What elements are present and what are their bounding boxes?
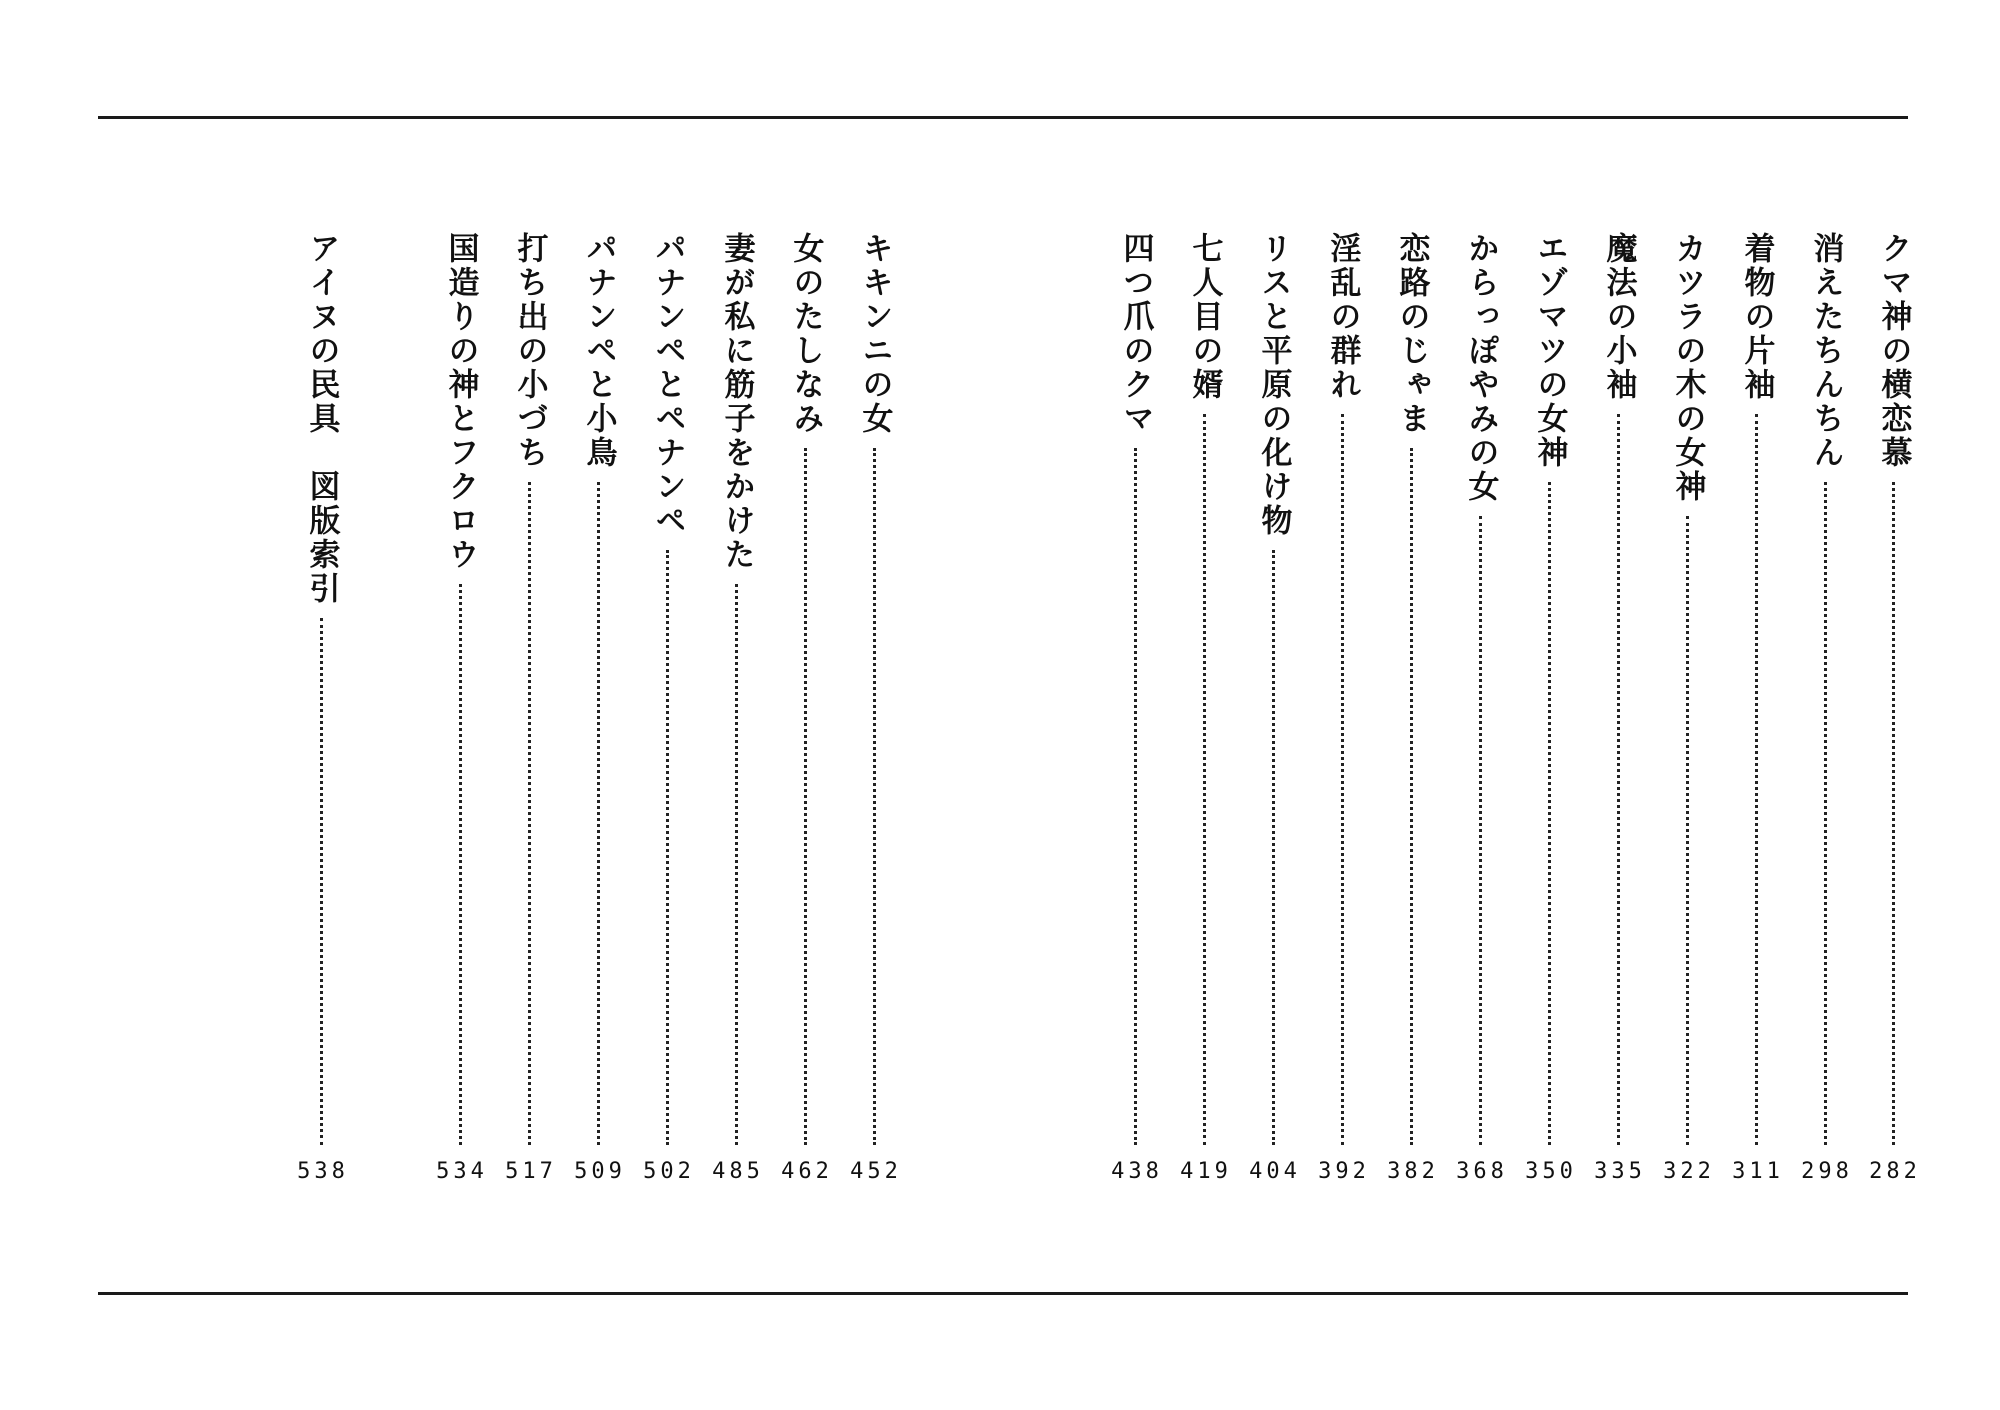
entry-page: 534 bbox=[436, 1159, 488, 1184]
toc-entry[interactable] bbox=[850, 232, 902, 1184]
entry-page: 322 bbox=[1663, 1159, 1715, 1184]
entry-title: 消えたちんちん bbox=[1807, 232, 1844, 470]
leader-dots bbox=[804, 448, 807, 1145]
toc-entry[interactable] bbox=[505, 232, 557, 1184]
entry-title: 魔法の小袖 bbox=[1600, 232, 1637, 402]
entry-page: 419 bbox=[1180, 1159, 1232, 1184]
entry-title: 七人目の婿 bbox=[1186, 232, 1223, 402]
leader-dots bbox=[1410, 448, 1413, 1145]
toc-entry[interactable] bbox=[1180, 232, 1232, 1184]
entry-page: 517 bbox=[505, 1159, 557, 1184]
entry-page: 485 bbox=[712, 1159, 764, 1184]
toc-entry[interactable] bbox=[1318, 232, 1370, 1184]
entry-page: 538 bbox=[297, 1159, 349, 1184]
toc-entry[interactable] bbox=[1869, 232, 1921, 1184]
leader-dots bbox=[1203, 414, 1206, 1145]
toc-entry[interactable] bbox=[1525, 232, 1577, 1184]
entry-title: エゾマツの女神 bbox=[1531, 232, 1568, 470]
toc-entry[interactable] bbox=[1663, 232, 1715, 1184]
entry-title: 妻が私に筋子をかけた bbox=[718, 232, 755, 572]
entry-title: 淫乱の群れ bbox=[1324, 232, 1361, 402]
leader-dots bbox=[1272, 550, 1275, 1145]
entry-page: 350 bbox=[1525, 1159, 1577, 1184]
leader-dots bbox=[459, 584, 462, 1145]
entry-title: 着物の片袖 bbox=[1738, 232, 1775, 402]
leader-dots bbox=[1134, 448, 1137, 1145]
entry-title: 打ち出の小づち bbox=[511, 232, 548, 470]
entry-title: 恋路のじゃま bbox=[1393, 232, 1430, 436]
toc-entry[interactable] bbox=[1387, 232, 1439, 1184]
leader-dots bbox=[666, 550, 669, 1145]
toc-entry[interactable] bbox=[643, 232, 695, 1184]
entry-page: 298 bbox=[1801, 1159, 1853, 1184]
toc-entry[interactable] bbox=[1111, 232, 1163, 1184]
toc-entry[interactable] bbox=[297, 232, 349, 1184]
toc-entry[interactable] bbox=[1594, 232, 1646, 1184]
entry-page: 368 bbox=[1456, 1159, 1508, 1184]
entry-page: 502 bbox=[643, 1159, 695, 1184]
leader-dots bbox=[320, 618, 323, 1145]
entry-title: カツラの木の女神 bbox=[1669, 232, 1706, 504]
entry-title: アイヌの民具 図版索引 bbox=[303, 232, 340, 606]
leader-dots bbox=[1617, 414, 1620, 1145]
entry-title: からっぽやみの女 bbox=[1462, 232, 1499, 504]
entry-title: パナンペと小鳥 bbox=[580, 232, 617, 470]
entry-page: 392 bbox=[1318, 1159, 1370, 1184]
toc-entry[interactable] bbox=[436, 232, 488, 1184]
leader-dots bbox=[1824, 482, 1827, 1145]
entry-page: 282 bbox=[1869, 1159, 1921, 1184]
leader-dots bbox=[1341, 414, 1344, 1145]
toc-entry[interactable] bbox=[712, 232, 764, 1184]
toc-entry[interactable] bbox=[1456, 232, 1508, 1184]
leader-dots bbox=[735, 584, 738, 1145]
toc-entry[interactable] bbox=[1249, 232, 1301, 1184]
entry-title: 女のたしなみ bbox=[787, 232, 824, 436]
leader-dots bbox=[1686, 516, 1689, 1145]
toc-entry[interactable] bbox=[1801, 232, 1853, 1184]
entry-page: 404 bbox=[1249, 1159, 1301, 1184]
entry-title: キキンニの女 bbox=[856, 232, 893, 436]
toc-entry[interactable] bbox=[781, 232, 833, 1184]
entry-page: 382 bbox=[1387, 1159, 1439, 1184]
toc-entry[interactable] bbox=[1732, 232, 1784, 1184]
leader-dots bbox=[528, 482, 531, 1145]
bottom-rule bbox=[98, 1292, 1908, 1295]
entry-page: 438 bbox=[1111, 1159, 1163, 1184]
leader-dots bbox=[597, 482, 600, 1145]
leader-dots bbox=[1892, 482, 1895, 1145]
entry-page: 311 bbox=[1732, 1159, 1784, 1184]
entry-title: 国造りの神とフクロウ bbox=[442, 232, 479, 572]
entry-page: 509 bbox=[574, 1159, 626, 1184]
top-rule bbox=[98, 116, 1908, 119]
entry-title: パナンペとペナンペ bbox=[649, 232, 686, 538]
entry-title: クマ神の横恋慕 bbox=[1875, 232, 1912, 470]
entry-title: リスと平原の化け物 bbox=[1255, 232, 1292, 538]
entry-page: 335 bbox=[1594, 1159, 1646, 1184]
leader-dots bbox=[1548, 482, 1551, 1145]
entry-page: 462 bbox=[781, 1159, 833, 1184]
entry-title: 四つ爪のクマ bbox=[1117, 232, 1154, 436]
entry-page: 452 bbox=[850, 1159, 902, 1184]
toc-entry[interactable] bbox=[574, 232, 626, 1184]
leader-dots bbox=[1479, 516, 1482, 1145]
leader-dots bbox=[873, 448, 876, 1145]
leader-dots bbox=[1755, 414, 1758, 1145]
